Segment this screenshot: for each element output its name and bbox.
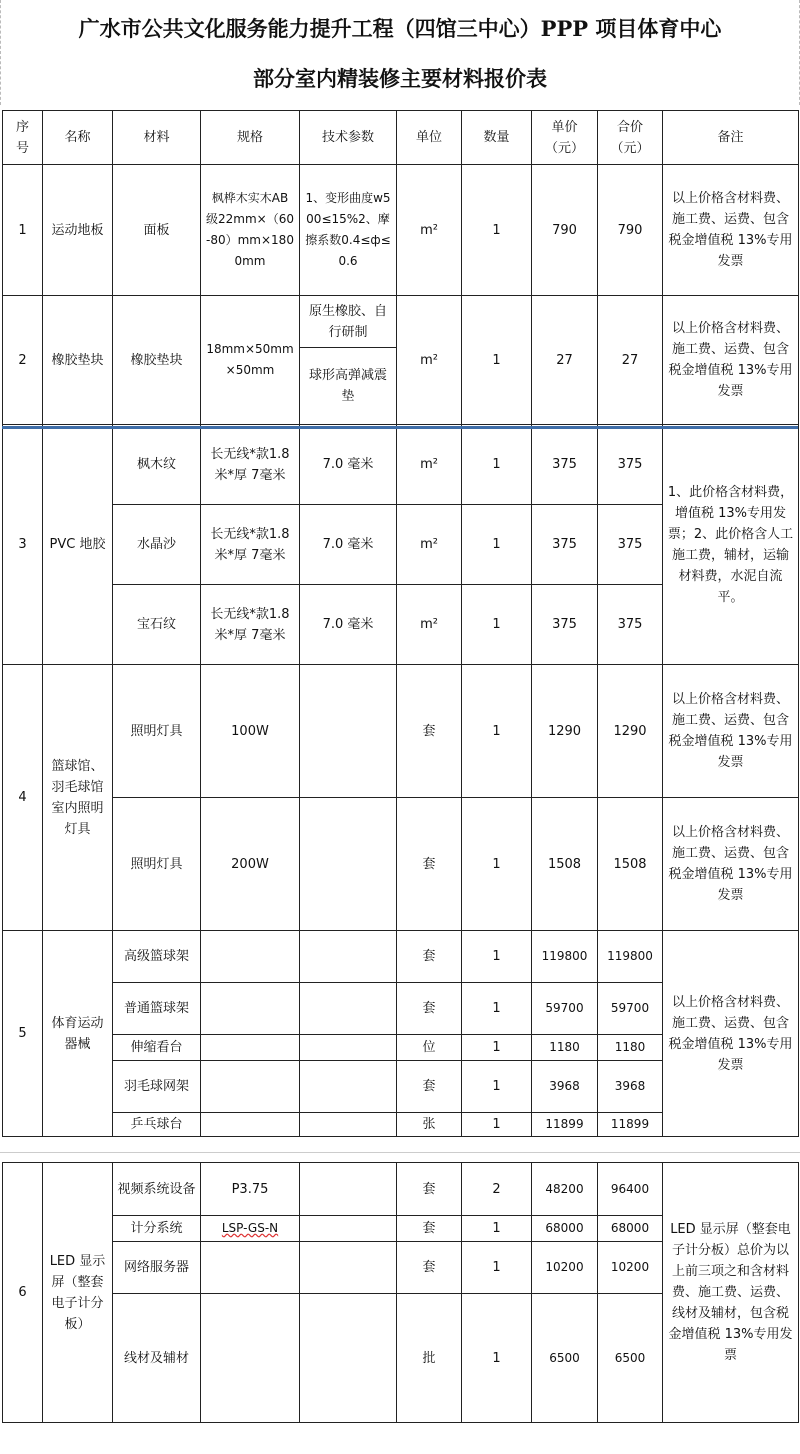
unit-cell: m² [397, 165, 462, 296]
header-name: 名称 [43, 111, 113, 165]
spec-text: LSP-GS-N [221, 1221, 279, 1235]
tech-cell: 原生橡胶、自行研制 [300, 296, 397, 348]
tech-cell [300, 1113, 397, 1137]
header-tech: 技术参数 [300, 111, 397, 165]
total-cell: 1290 [598, 665, 663, 798]
material-cell: 面板 [113, 165, 201, 296]
material-cell: 橡胶垫块 [113, 296, 201, 425]
name-cell: 体育运动器械 [43, 931, 113, 1137]
qty-cell: 2 [462, 1163, 532, 1216]
unit-cell: m² [397, 296, 462, 425]
header-row [3, 111, 799, 165]
material-cell: 照明灯具 [113, 798, 201, 931]
unit-cell: 套 [397, 1163, 462, 1216]
qty-cell: 1 [462, 1216, 532, 1242]
qty-cell: 1 [462, 425, 532, 505]
total-cell: 3968 [598, 1061, 663, 1113]
tech-cell [300, 1035, 397, 1061]
material-cell: 照明灯具 [113, 665, 201, 798]
header-spec: 规格 [201, 111, 300, 165]
unit-cell: 套 [397, 983, 462, 1035]
qty-cell: 1 [462, 165, 532, 296]
qty-cell: 1 [462, 1113, 532, 1137]
material-cell: 普通篮球架 [113, 983, 201, 1035]
tech-cell: 7.0 毫米 [300, 425, 397, 505]
document-subtitle: 部分室内精装修主要材料报价表 [253, 66, 547, 91]
qty-cell: 1 [462, 1061, 532, 1113]
remark-cell: LED 显示屏（整套电子计分板）总价为以上前三项之和含材料费、施工费、运费、线材及辅材，包含税金增值税 13%专用发票 [663, 1163, 799, 1423]
spec-cell [201, 1035, 300, 1061]
spec-cell: P3.75 [201, 1163, 300, 1216]
spec-cell [201, 1113, 300, 1137]
total-cell: 375 [598, 585, 663, 665]
quote-table-led [2, 1162, 799, 1423]
total-cell: 375 [598, 505, 663, 585]
material-cell: 乒乓球台 [113, 1113, 201, 1137]
header-total: 合价 （元） [598, 111, 663, 165]
remark-cell: 以上价格含材料费、施工费、运费、包含税金增值税 13%专用发票 [663, 798, 799, 931]
tech-cell [300, 1061, 397, 1113]
total-cell: 119800 [598, 931, 663, 983]
tech-cell: 1、变形曲度w500≤15%2、摩擦系数0.4≤ф≤0.6 [300, 165, 397, 296]
name-cell: LED 显示屏（整套电子计分板） [43, 1163, 113, 1423]
unit-cell: m² [397, 505, 462, 585]
unit-cell: 套 [397, 665, 462, 798]
spec-cell: 长无线*款1.8 米*厚 7毫米 [201, 425, 300, 505]
price-cell: 48200 [532, 1163, 598, 1216]
header-price: 单价 （元） [532, 111, 598, 165]
qty-cell: 1 [462, 798, 532, 931]
unit-cell: 张 [397, 1113, 462, 1137]
seq-cell: 5 [3, 931, 43, 1137]
spec-cell [201, 983, 300, 1035]
price-cell: 27 [532, 296, 598, 425]
page-gap [0, 1144, 800, 1162]
total-cell: 790 [598, 165, 663, 296]
name-cell: 篮球馆、羽毛球馆室内照明灯具 [43, 665, 113, 931]
unit-cell: 套 [397, 1061, 462, 1113]
qty-cell: 1 [462, 505, 532, 585]
price-cell: 1508 [532, 798, 598, 931]
header-remark: 备注 [663, 111, 799, 165]
seq-cell: 3 [3, 425, 43, 665]
price-cell: 59700 [532, 983, 598, 1035]
seq-cell: 2 [3, 296, 43, 425]
material-cell: 线材及辅材 [113, 1294, 201, 1423]
qty-cell: 1 [462, 931, 532, 983]
tech-cell [300, 931, 397, 983]
price-cell: 375 [532, 585, 598, 665]
tech-cell [300, 1163, 397, 1216]
qty-cell: 1 [462, 296, 532, 425]
spec-cell: 200W [201, 798, 300, 931]
tech-cell [300, 665, 397, 798]
spec-cell: 枫桦木实木AB 级22mm×（60-80）mm×1800mm [201, 165, 300, 296]
qty-cell: 1 [462, 1294, 532, 1423]
material-cell: 伸缩看台 [113, 1035, 201, 1061]
tech-cell [300, 983, 397, 1035]
total-cell: 1508 [598, 798, 663, 931]
total-cell: 6500 [598, 1294, 663, 1423]
name-cell: 运动地板 [43, 165, 113, 296]
name-cell: 橡胶垫块 [43, 296, 113, 425]
tech-cell [300, 798, 397, 931]
total-cell: 68000 [598, 1216, 663, 1242]
seq-cell: 4 [3, 665, 43, 931]
table-row [3, 798, 799, 931]
unit-cell: 套 [397, 1216, 462, 1242]
material-cell: 羽毛球网架 [113, 1061, 201, 1113]
material-cell: 高级篮球架 [113, 931, 201, 983]
price-cell: 11899 [532, 1113, 598, 1137]
total-cell: 375 [598, 425, 663, 505]
qty-cell: 1 [462, 665, 532, 798]
tech-cell: 7.0 毫米 [300, 585, 397, 665]
unit-cell: 套 [397, 1242, 462, 1294]
qty-cell: 1 [462, 585, 532, 665]
price-cell: 119800 [532, 931, 598, 983]
price-cell: 375 [532, 505, 598, 585]
seq-cell: 1 [3, 165, 43, 296]
material-cell: 水晶沙 [113, 505, 201, 585]
price-cell: 375 [532, 425, 598, 505]
material-cell: 宝石纹 [113, 585, 201, 665]
unit-cell: 套 [397, 798, 462, 931]
header-seq: 序 号 [3, 111, 43, 165]
tech-cell: 球形高弹减震垫 [300, 348, 397, 425]
price-cell: 68000 [532, 1216, 598, 1242]
remark-cell: 以上价格含材料费、施工费、运费、包含税金增值税 13%专用发票 [663, 165, 799, 296]
price-cell: 1290 [532, 665, 598, 798]
material-cell: 视频系统设备 [113, 1163, 201, 1216]
header-material: 材料 [113, 111, 201, 165]
tech-cell: 7.0 毫米 [300, 505, 397, 585]
spec-cell: 100W [201, 665, 300, 798]
qty-cell: 1 [462, 983, 532, 1035]
table-row [3, 1163, 799, 1216]
spec-cell [201, 1242, 300, 1294]
total-cell: 59700 [598, 983, 663, 1035]
spec-cell [201, 1294, 300, 1423]
table-row [3, 931, 799, 983]
price-cell: 790 [532, 165, 598, 296]
table-row [3, 165, 799, 296]
unit-cell: m² [397, 585, 462, 665]
spec-cell: 18mm×50mm×50mm [201, 296, 300, 425]
header-qty: 数量 [462, 111, 532, 165]
unit-cell: 批 [397, 1294, 462, 1423]
remark-cell: 以上价格含材料费、施工费、运费、包含税金增值税 13%专用发票 [663, 931, 799, 1137]
spec-cell: 长无线*款1.8 米*厚 7毫米 [201, 585, 300, 665]
tech-cell [300, 1216, 397, 1242]
unit-cell: 套 [397, 931, 462, 983]
row-separator [2, 426, 798, 429]
total-cell: 96400 [598, 1163, 663, 1216]
unit-cell: m² [397, 425, 462, 505]
price-cell: 1180 [532, 1035, 598, 1061]
seq-cell: 6 [3, 1163, 43, 1423]
spec-cell [201, 931, 300, 983]
total-cell: 1180 [598, 1035, 663, 1061]
price-cell: 10200 [532, 1242, 598, 1294]
total-cell: 27 [598, 296, 663, 425]
spec-cell [201, 1216, 300, 1242]
spec-cell [201, 1061, 300, 1113]
qty-cell: 1 [462, 1242, 532, 1294]
material-cell: 枫木纹 [113, 425, 201, 505]
name-cell: PVC 地胶 [43, 425, 113, 665]
table-row [3, 296, 799, 348]
material-cell: 计分系统 [113, 1216, 201, 1242]
price-cell: 6500 [532, 1294, 598, 1423]
tech-cell [300, 1242, 397, 1294]
total-cell: 10200 [598, 1242, 663, 1294]
page-break-line [0, 1152, 800, 1153]
spec-cell: 长无线*款1.8 米*厚 7毫米 [201, 505, 300, 585]
unit-cell: 位 [397, 1035, 462, 1061]
price-cell: 3968 [532, 1061, 598, 1113]
remark-cell: 以上价格含材料费、施工费、运费、包含税金增值税 13%专用发票 [663, 665, 799, 798]
remark-cell: 1、此价格含材料费，增值税 13%专用发票；2、此价格含人工施工费，辅材，运输材料费，水泥自流平。 [663, 425, 799, 665]
document-title: 广水市公共文化服务能力提升工程（四馆三中心）PPP 项目体育中心 [78, 16, 722, 41]
table-row [3, 425, 799, 505]
table-row [3, 665, 799, 798]
qty-cell: 1 [462, 1035, 532, 1061]
header-unit: 单位 [397, 111, 462, 165]
tech-cell [300, 1294, 397, 1423]
total-cell: 11899 [598, 1113, 663, 1137]
material-cell: 网络服务器 [113, 1242, 201, 1294]
quote-table-main [2, 110, 799, 1137]
remark-cell: 以上价格含材料费、施工费、运费、包含税金增值税 13%专用发票 [663, 296, 799, 425]
